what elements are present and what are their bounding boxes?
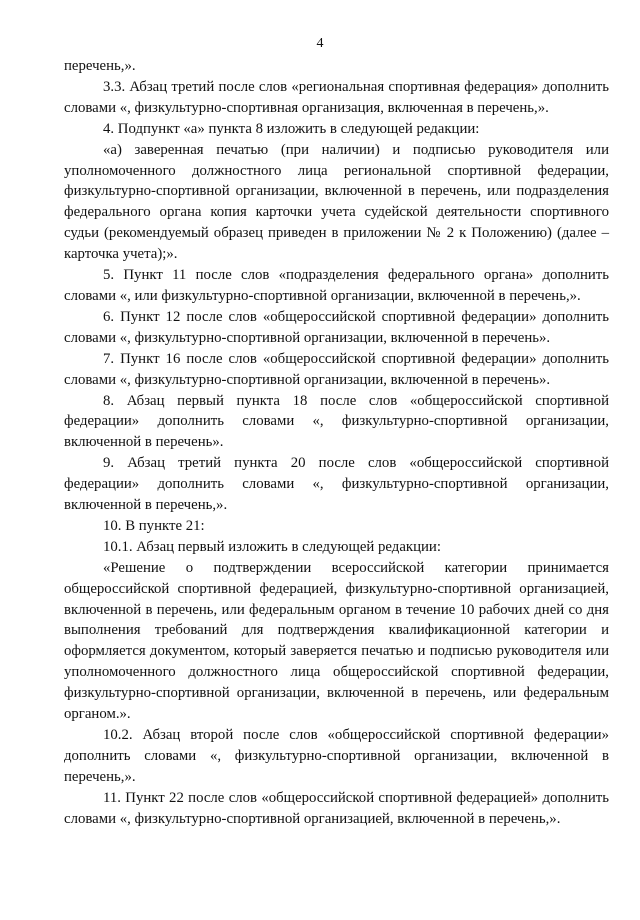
paragraph: 8. Абзац первый пункта 18 после слов «общероссийской спортивной федерации» дополнить словами «, физкультурно-спортивной организации, включенной в перечень». <box>64 392 609 451</box>
paragraph: 3.3. Абзац третий после слов «региональная спортивная федерация» дополнить словами «, физкультурно-спортивная организация, включенная в перечень,». <box>64 78 609 116</box>
paragraph: 4. Подпункт «а» пункта 8 изложить в следующей редакции: <box>103 120 480 137</box>
paragraph: 10.2. Абзац второй после слов «общероссийской спортивной федерации» дополнить словами «, физкультурно-спортивной организации, включенной в перечень,». <box>64 727 609 785</box>
paragraph: 10. В пункте 21: <box>103 517 205 534</box>
paragraph: 5. Пункт 11 после слов «подразделения федерального органа» дополнить словами «, или физкультурно-спортивной организации, включенной в перечень,». <box>64 267 609 304</box>
paragraph: «а) заверенная печатью (при наличии) и подписью руководителя или уполномоченного должностного лица региональной спортивной федерации, физкультурно-спортивной организации, включенной в перечень, или подразделения федерального органа копия карточки учета судейской деятельности спортивного судьи (рекомендуемый образец приведен в приложении № 2 к Положению) (далее – карточка учета);». <box>64 141 609 263</box>
paragraph: 6. Пункт 12 после слов «общероссийской спортивной федерации» дополнить словами «, физкультурно-спортивной организации, включенной в перечень». <box>64 308 609 346</box>
paragraph: 7. Пункт 16 после слов «общероссийской спортивной федерации» дополнить словами «, физкультурно-спортивной организации, включенной в перечень». <box>64 350 609 388</box>
paragraph: 10.1. Абзац первый изложить в следующей редакции: <box>103 538 441 555</box>
paragraph: 11. Пункт 22 после слов «общероссийской спортивной федерацией» дополнить словами «, физкультурно-спортивной организацией, включенной в перечень,». <box>64 789 609 827</box>
paragraph: «Решение о подтверждении всероссийской категории принимается общероссийской спортивной федерацией, физкультурно-спортивной организацией, включенной в перечень, или федеральным органом в течение 10 рабочих дней со дня выполнения требований для подтверждения квалификационной категории и оформляется документом, который заверяется печатью и подписью руководителя или уполномоченного должностного лица общероссийской спортивной федерации, физкультурно-спортивной организации, включенной в перечень, или федеральным органом.». <box>64 559 609 723</box>
paragraph: перечень,». <box>64 58 136 74</box>
paragraph: 9. Абзац третий пункта 20 после слов «общероссийской спортивной федерации» дополнить словами «, физкультурно-спортивной организации, включенной в перечень,». <box>64 455 609 514</box>
page-number: 4 <box>316 36 324 51</box>
document-body <box>64 56 609 830</box>
